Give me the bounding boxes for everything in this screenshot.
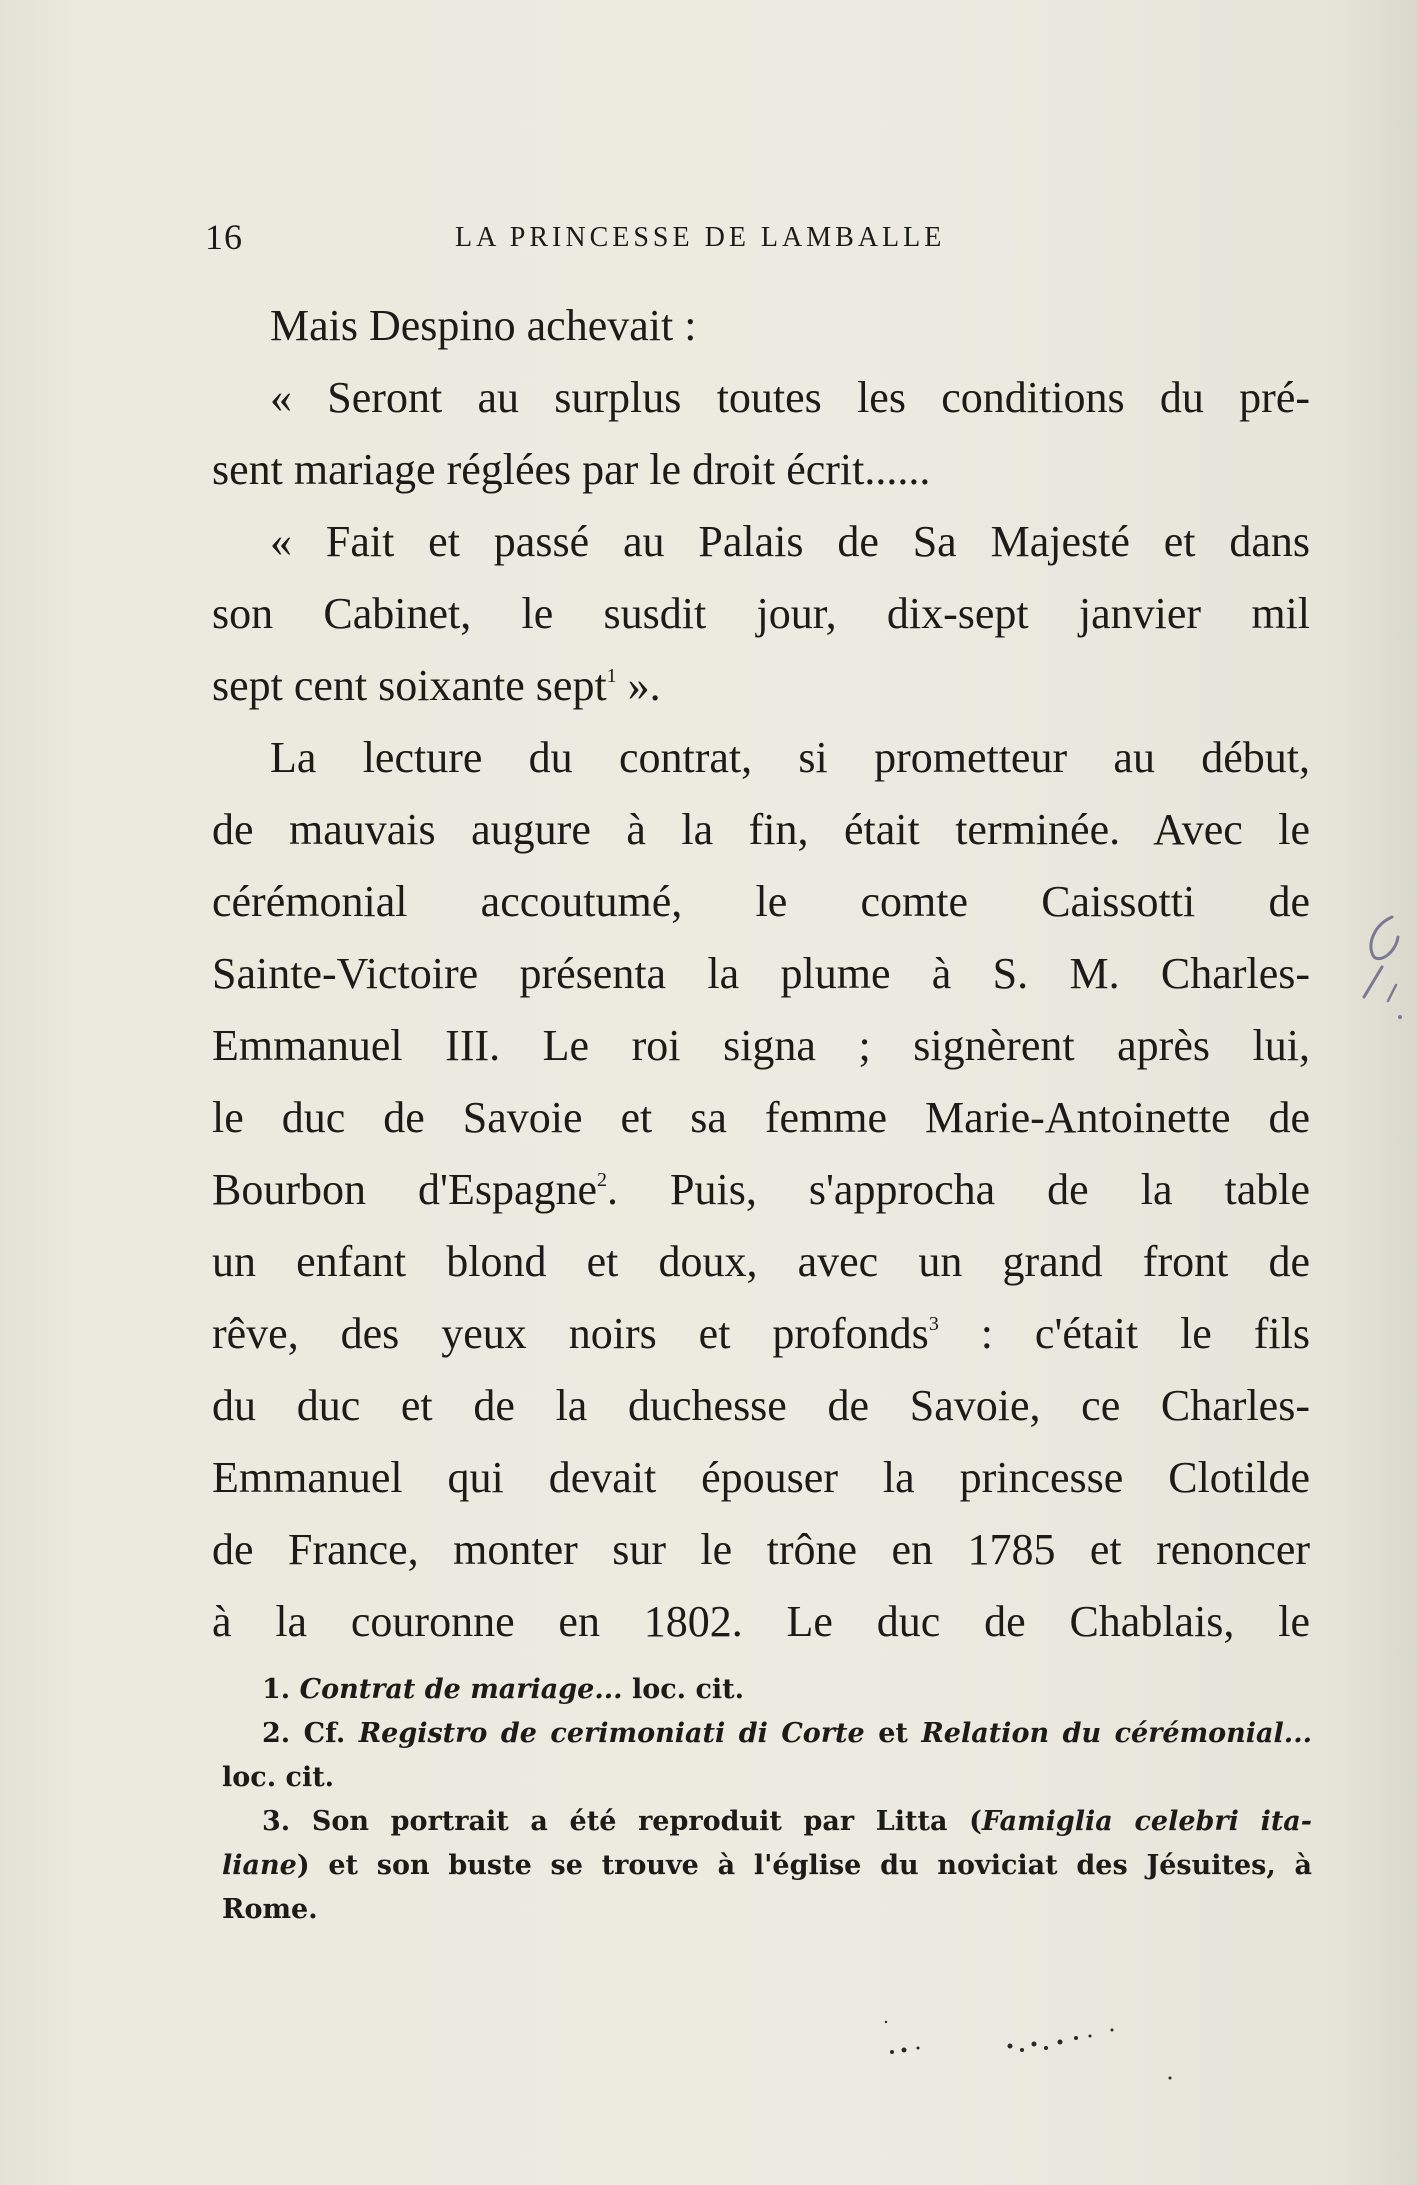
- footnote-ref-3: 3: [928, 1313, 939, 1335]
- text-line: « Fait et passé au Palais de Sa Majesté et dans: [270, 517, 1310, 566]
- footnote-2-continued: loc. cit.: [222, 1762, 335, 1793]
- text-line: de mauvais augure à la fin, était terminée. Avec le: [212, 805, 1310, 854]
- text-line: [212, 1298, 1310, 1370]
- text-fragment: : c'était le fils: [938, 1309, 1310, 1358]
- text-fragment: rêve, des yeux noirs et profonds: [212, 1309, 929, 1358]
- text-line: Emmanuel III. Le roi signa ; signèrent après lui,: [212, 1021, 1310, 1070]
- footnote-text: ) et son buste se trouve à l'église du noviciat des Jésuites, à: [296, 1850, 1312, 1881]
- footnote-title: Famiglia celebri ita-: [981, 1806, 1313, 1837]
- text-line: cérémonial accoutumé, le comte Caissotti de: [212, 877, 1310, 926]
- text-line: un enfant blond et doux, avec un grand front de: [212, 1237, 1310, 1286]
- footnote-title: Relation du cérémonial...: [921, 1718, 1313, 1749]
- text-fragment: . Puis, s'approcha de la table: [607, 1165, 1310, 1214]
- footnote-number: 2.: [262, 1718, 291, 1749]
- pencil-mark-icon: [1352, 905, 1407, 1035]
- footnote-2: [222, 1712, 1312, 1756]
- text-line: « Seront au surplus toutes les conditions du pré-: [270, 373, 1310, 422]
- footnote-ref-1: 1: [606, 665, 617, 687]
- text-fragment: Bourbon d'Espagne: [212, 1165, 598, 1214]
- footnote-1: [222, 1668, 1312, 1712]
- footnote-text: loc. cit.: [622, 1674, 745, 1705]
- footnote-3-continued: Rome.: [222, 1894, 318, 1925]
- page-number: 16: [205, 217, 243, 257]
- text-line: Sainte-Victoire présenta la plume à S. M. Charles-: [212, 949, 1310, 998]
- text-line: à la couronne en 1802. Le duc de Chablais, le: [212, 1597, 1310, 1646]
- body-text: [212, 290, 1310, 1658]
- running-title: LA PRINCESSE DE LAMBALLE: [455, 222, 946, 253]
- text-line: La lecture du contrat, si prometteur au début,: [270, 733, 1310, 782]
- footnote-text: Cf.: [290, 1718, 359, 1749]
- footnote-number: 1.: [262, 1674, 291, 1705]
- footnote-title: Registro de cerimoniati di Corte: [358, 1718, 865, 1749]
- running-head: [205, 210, 1315, 260]
- ink-specks-icon: [880, 2010, 1200, 2090]
- text-line: sent mariage réglées par le droit écrit......: [212, 445, 931, 494]
- text-line: de France, monter sur le trône en 1785 et renoncer: [212, 1525, 1310, 1574]
- footnotes: [222, 1668, 1312, 1932]
- footnote-title: liane: [222, 1850, 297, 1881]
- text-fragment: ».: [616, 661, 661, 710]
- text-line: Mais Despino achevait :: [270, 301, 697, 350]
- footnote-title: Contrat de mariage...: [299, 1674, 623, 1705]
- footnote-text: Son portrait a été reproduit par Litta (: [290, 1806, 982, 1837]
- footnote-number: 3.: [262, 1806, 291, 1837]
- footnote-3-line-2: [222, 1844, 1312, 1888]
- footnote-text: et: [864, 1718, 922, 1749]
- text-line: Emmanuel qui devait épouser la princesse Clotilde: [212, 1453, 1310, 1502]
- text-fragment: sept cent soixante sept: [212, 661, 607, 710]
- text-line: du duc et de la duchesse de Savoie, ce Charles-: [212, 1381, 1310, 1430]
- text-line: le duc de Savoie et sa femme Marie-Antoinette de: [212, 1093, 1310, 1142]
- text-line: son Cabinet, le susdit jour, dix-sept janvier mil: [212, 589, 1310, 638]
- footnote-ref-2: 2: [597, 1169, 608, 1191]
- footnote-3: [222, 1800, 1312, 1844]
- text-line: [212, 650, 1310, 722]
- text-line: [212, 1154, 1310, 1226]
